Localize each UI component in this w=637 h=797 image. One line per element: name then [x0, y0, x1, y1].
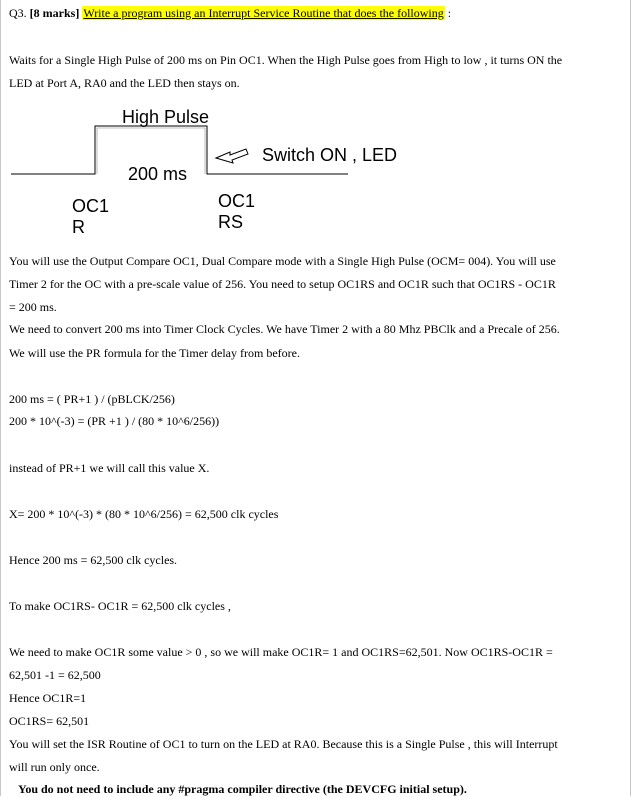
body-line-9: We need to make OC1R some value > 0 , so we will make OC1R= 1 and OC1RS=62,501. Now OC1RS-OC1R =	[9, 645, 553, 659]
body-line-3: = 200 ms.	[9, 300, 57, 314]
body-line-2: Timer 2 for the OC with a pre-scale value of 256. You need to setup OC1RS and OC1R such that OC1RS - OC1R	[9, 277, 556, 291]
body-line-1: You will use the Output Compare OC1, Dual Compare mode with a Single High Pulse (OCM= 004). You will use	[9, 254, 556, 268]
switch-on-led-label: Switch ON , LED	[262, 145, 398, 165]
formula-2: 200 * 10^(-3) = (PR +1 ) / (80 * 10^6/256))	[9, 414, 220, 428]
body-line-12: OC1RS= 62,501	[9, 714, 90, 728]
oc1r-label: OC1 R	[72, 196, 110, 237]
body-line-8: To make OC1RS- OC1R = 62,500 clk cycles ,	[9, 599, 231, 613]
intro-line-2: LED at Port A, RA0 and the LED then stays on.	[9, 76, 240, 90]
duration-label: 200 ms	[128, 164, 188, 184]
body-line-10: 62,501 -1 = 62,500	[9, 668, 101, 682]
oc1rs-label: OC1 RS	[218, 191, 256, 232]
question-number: Q3.	[9, 6, 27, 20]
body-line-6: instead of PR+1 we will call this value X.	[9, 461, 210, 475]
body-line-14: will run only once.	[9, 760, 100, 774]
body-line-15: You do not need to include any #pragma compiler directive (the DEVCFG initial setup).	[18, 782, 467, 796]
question-marks: [8 marks]	[29, 6, 80, 20]
formula-3: X= 200 * 10^(-3) * (80 * 10^6/256) = 62,500 clk cycles	[9, 507, 279, 521]
intro-line-1: Waits for a Single High Pulse of 200 ms on Pin OC1. When the High Pulse goes from High to low , it turns ON the	[9, 53, 563, 67]
body-line-13: You will set the ISR Routine of OC1 to turn on the LED at RA0. Because this is a Single Pulse , this will Interrupt	[9, 737, 558, 751]
high-pulse-label: High Pulse	[122, 107, 210, 127]
arrow-icon	[216, 149, 248, 163]
question-task: Write a program using an Interrupt Service Routine that does the following	[83, 6, 444, 20]
body-line-11: Hence OC1R=1	[9, 691, 87, 705]
body-line-4: We need to convert 200 ms into Timer Clock Cycles. We have Timer 2 with a 80 Mhz PBClk and a Precale of 256.	[9, 322, 560, 336]
question-colon: :	[447, 6, 452, 20]
body-line-5: We will use the PR formula for the Timer delay from before.	[9, 346, 300, 360]
body-line-7: Hence 200 ms = 62,500 clk cycles.	[9, 553, 178, 567]
formula-1: 200 ms = ( PR+1 ) / (pBLCK/256)	[9, 392, 175, 406]
